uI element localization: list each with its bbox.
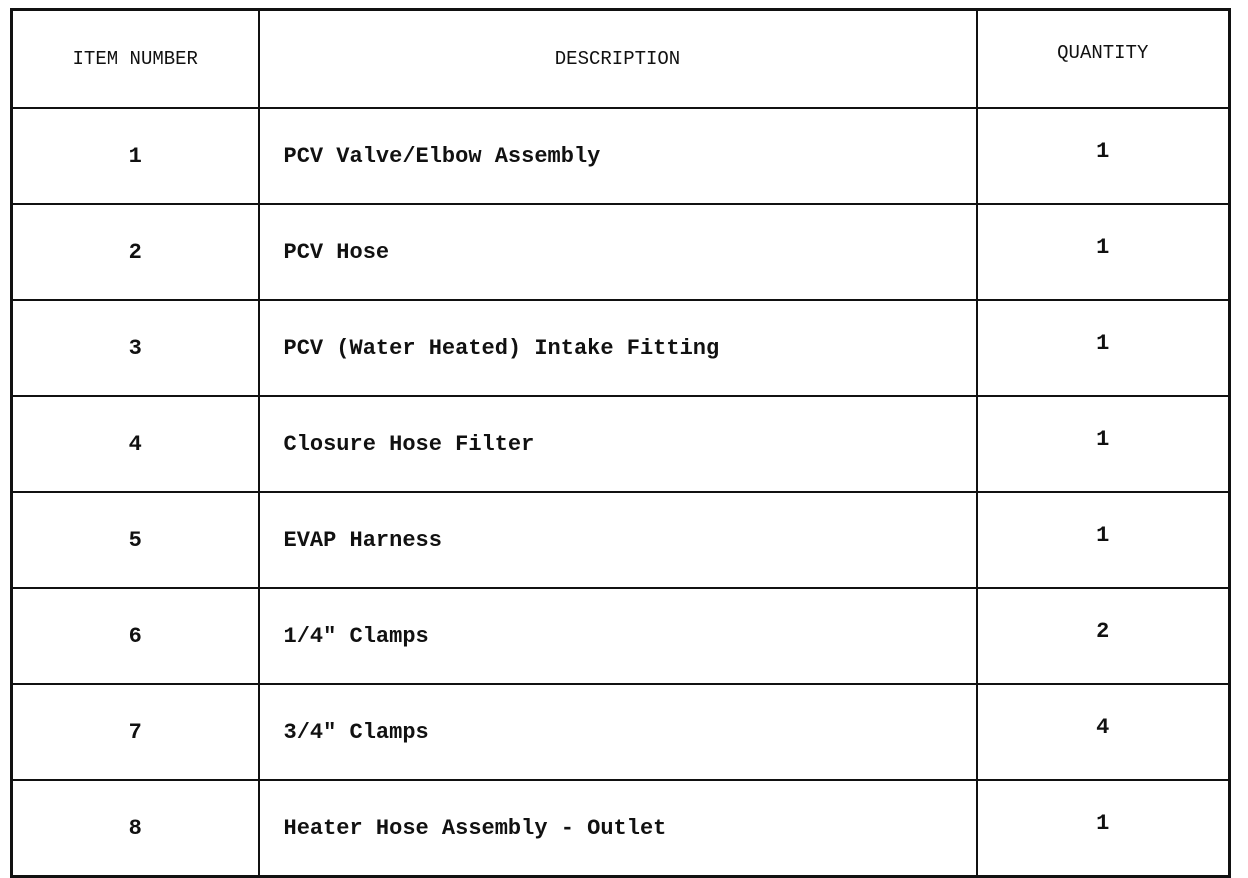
- description-cell: PCV (Water Heated) Intake Fitting: [259, 300, 977, 396]
- item-number-cell: 5: [12, 492, 259, 588]
- table-row: [12, 396, 1230, 492]
- table-row: [12, 300, 1230, 396]
- quantity-cell: 1: [977, 780, 1230, 877]
- description-cell: Heater Hose Assembly - Outlet: [259, 780, 977, 877]
- quantity-cell: 2: [977, 588, 1230, 684]
- table-row: [12, 684, 1230, 780]
- item-number-cell: 2: [12, 204, 259, 300]
- quantity-cell: 1: [977, 204, 1230, 300]
- table-row: [12, 204, 1230, 300]
- header-quantity: QUANTITY: [977, 10, 1230, 109]
- header-description: DESCRIPTION: [259, 10, 977, 109]
- table-row: [12, 492, 1230, 588]
- description-cell: PCV Valve/Elbow Assembly: [259, 108, 977, 204]
- item-number-cell: 4: [12, 396, 259, 492]
- table-row: [12, 588, 1230, 684]
- item-number-cell: 8: [12, 780, 259, 877]
- quantity-cell: 1: [977, 108, 1230, 204]
- table-row: [12, 108, 1230, 204]
- parts-table: [10, 8, 1231, 878]
- header-item-number: ITEM NUMBER: [12, 10, 259, 109]
- item-number-cell: 6: [12, 588, 259, 684]
- table-row: [12, 780, 1230, 877]
- description-cell: EVAP Harness: [259, 492, 977, 588]
- item-number-cell: 1: [12, 108, 259, 204]
- description-cell: 1/4" Clamps: [259, 588, 977, 684]
- quantity-cell: 1: [977, 492, 1230, 588]
- quantity-cell: 1: [977, 300, 1230, 396]
- header-row: [12, 10, 1230, 109]
- description-cell: 3/4" Clamps: [259, 684, 977, 780]
- quantity-cell: 4: [977, 684, 1230, 780]
- item-number-cell: 7: [12, 684, 259, 780]
- description-cell: PCV Hose: [259, 204, 977, 300]
- item-number-cell: 3: [12, 300, 259, 396]
- quantity-cell: 1: [977, 396, 1230, 492]
- description-cell: Closure Hose Filter: [259, 396, 977, 492]
